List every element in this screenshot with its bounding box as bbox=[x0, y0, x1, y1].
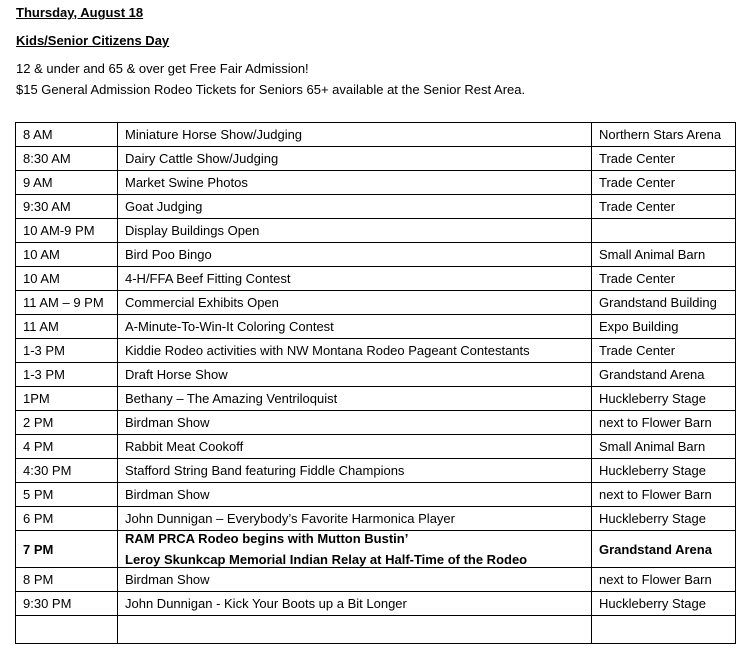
schedule-event-cell: Bethany – The Amazing Ventriloquist bbox=[118, 387, 592, 411]
schedule-location-cell: Huckleberry Stage bbox=[592, 387, 736, 411]
schedule-time-cell: 10 AM bbox=[16, 267, 118, 291]
schedule-row bbox=[16, 568, 736, 592]
schedule-location-cell: Expo Building bbox=[592, 315, 736, 339]
schedule-time-cell: 11 AM bbox=[16, 315, 118, 339]
schedule-location-cell: Small Animal Barn bbox=[592, 435, 736, 459]
schedule-row bbox=[16, 387, 736, 411]
schedule-event-cell: Stafford String Band featuring Fiddle Champions bbox=[118, 459, 592, 483]
schedule-row bbox=[16, 147, 736, 171]
schedule-event-cell bbox=[118, 531, 592, 568]
schedule-event-cell: John Dunnigan - Kick Your Boots up a Bit Longer bbox=[118, 592, 592, 616]
rodeo-ticket-note: $15 General Admission Rodeo Tickets for Seniors 65+ available at the Senior Rest Area. bbox=[16, 82, 526, 97]
schedule-time-cell: 5 PM bbox=[16, 483, 118, 507]
schedule-row bbox=[16, 435, 736, 459]
schedule-time-cell: 10 AM bbox=[16, 243, 118, 267]
schedule-row bbox=[16, 195, 736, 219]
schedule-location-cell bbox=[592, 219, 736, 243]
schedule-location-cell: Grandstand Arena bbox=[592, 363, 736, 387]
schedule-event-cell: 4-H/FFA Beef Fitting Contest bbox=[118, 267, 592, 291]
schedule-event-cell: Draft Horse Show bbox=[118, 363, 592, 387]
schedule-location-cell: Huckleberry Stage bbox=[592, 592, 736, 616]
schedule-table-body bbox=[16, 123, 736, 644]
schedule-row bbox=[16, 483, 736, 507]
schedule-event-cell: Rabbit Meat Cookoff bbox=[118, 435, 592, 459]
schedule-time-cell: 6 PM bbox=[16, 507, 118, 531]
schedule-time-cell: 11 AM – 9 PM bbox=[16, 291, 118, 315]
schedule-event-cell: John Dunnigan – Everybody’s Favorite Harmonica Player bbox=[118, 507, 592, 531]
schedule-event-cell: Commercial Exhibits Open bbox=[118, 291, 592, 315]
schedule-time-cell: 9:30 PM bbox=[16, 592, 118, 616]
schedule-location-cell: Trade Center bbox=[592, 147, 736, 171]
schedule-time-cell: 4 PM bbox=[16, 435, 118, 459]
date-heading: Thursday, August 18 bbox=[16, 5, 144, 20]
schedule-time-cell bbox=[16, 616, 118, 644]
schedule-table bbox=[15, 122, 736, 644]
schedule-event-cell: Birdman Show bbox=[118, 483, 592, 507]
schedule-row bbox=[16, 363, 736, 387]
schedule-row bbox=[16, 171, 736, 195]
schedule-row bbox=[16, 411, 736, 435]
schedule-location-cell: Grandstand Building bbox=[592, 291, 736, 315]
schedule-location-cell: next to Flower Barn bbox=[592, 483, 736, 507]
schedule-row bbox=[16, 339, 736, 363]
schedule-time-cell: 7 PM bbox=[16, 531, 118, 568]
schedule-location-cell: Trade Center bbox=[592, 171, 736, 195]
schedule-location-cell: Trade Center bbox=[592, 339, 736, 363]
schedule-time-cell: 8 PM bbox=[16, 568, 118, 592]
schedule-event-line: Leroy Skunkcap Memorial Indian Relay at Half-Time of the Rodeo bbox=[125, 552, 528, 567]
schedule-row bbox=[16, 123, 736, 147]
schedule-row bbox=[16, 592, 736, 616]
schedule-row bbox=[16, 291, 736, 315]
schedule-location-cell: Grandstand Arena bbox=[592, 531, 736, 568]
schedule-row bbox=[16, 243, 736, 267]
schedule-time-cell: 2 PM bbox=[16, 411, 118, 435]
schedule-time-cell: 4:30 PM bbox=[16, 459, 118, 483]
schedule-location-cell: Huckleberry Stage bbox=[592, 459, 736, 483]
schedule-event-cell: Birdman Show bbox=[118, 411, 592, 435]
schedule-location-cell: next to Flower Barn bbox=[592, 411, 736, 435]
schedule-event-cell: Miniature Horse Show/Judging bbox=[118, 123, 592, 147]
schedule-event-cell: Dairy Cattle Show/Judging bbox=[118, 147, 592, 171]
schedule-row bbox=[16, 459, 736, 483]
schedule-event-cell: Goat Judging bbox=[118, 195, 592, 219]
schedule-row bbox=[16, 531, 736, 568]
schedule-time-cell: 1PM bbox=[16, 387, 118, 411]
schedule-time-cell: 1-3 PM bbox=[16, 339, 118, 363]
schedule-row bbox=[16, 267, 736, 291]
schedule-event-line: RAM PRCA Rodeo begins with Mutton Bustin’ bbox=[125, 531, 409, 546]
schedule-location-cell: Trade Center bbox=[592, 267, 736, 291]
schedule-time-cell: 9 AM bbox=[16, 171, 118, 195]
schedule-event-cell: A-Minute-To-Win-It Coloring Contest bbox=[118, 315, 592, 339]
day-title-heading: Kids/Senior Citizens Day bbox=[16, 33, 170, 48]
schedule-location-cell: next to Flower Barn bbox=[592, 568, 736, 592]
schedule-event-cell: Kiddie Rodeo activities with NW Montana Rodeo Pageant Contestants bbox=[118, 339, 592, 363]
schedule-time-cell: 8:30 AM bbox=[16, 147, 118, 171]
schedule-time-cell: 9:30 AM bbox=[16, 195, 118, 219]
schedule-event-cell: Bird Poo Bingo bbox=[118, 243, 592, 267]
schedule-row bbox=[16, 219, 736, 243]
schedule-location-cell bbox=[592, 616, 736, 644]
schedule-event-cell: Display Buildings Open bbox=[118, 219, 592, 243]
schedule-row bbox=[16, 507, 736, 531]
schedule-event-cell: Birdman Show bbox=[118, 568, 592, 592]
schedule-event-cell: Market Swine Photos bbox=[118, 171, 592, 195]
schedule-time-cell: 8 AM bbox=[16, 123, 118, 147]
schedule-time-cell: 1-3 PM bbox=[16, 363, 118, 387]
schedule-row bbox=[16, 616, 736, 644]
admission-note: 12 & under and 65 & over get Free Fair Admission! bbox=[16, 61, 309, 76]
schedule-location-cell: Northern Stars Arena bbox=[592, 123, 736, 147]
schedule-time-cell: 10 AM-9 PM bbox=[16, 219, 118, 243]
schedule-row bbox=[16, 315, 736, 339]
schedule-location-cell: Trade Center bbox=[592, 195, 736, 219]
schedule-event-cell bbox=[118, 616, 592, 644]
schedule-location-cell: Small Animal Barn bbox=[592, 243, 736, 267]
schedule-location-cell: Huckleberry Stage bbox=[592, 507, 736, 531]
